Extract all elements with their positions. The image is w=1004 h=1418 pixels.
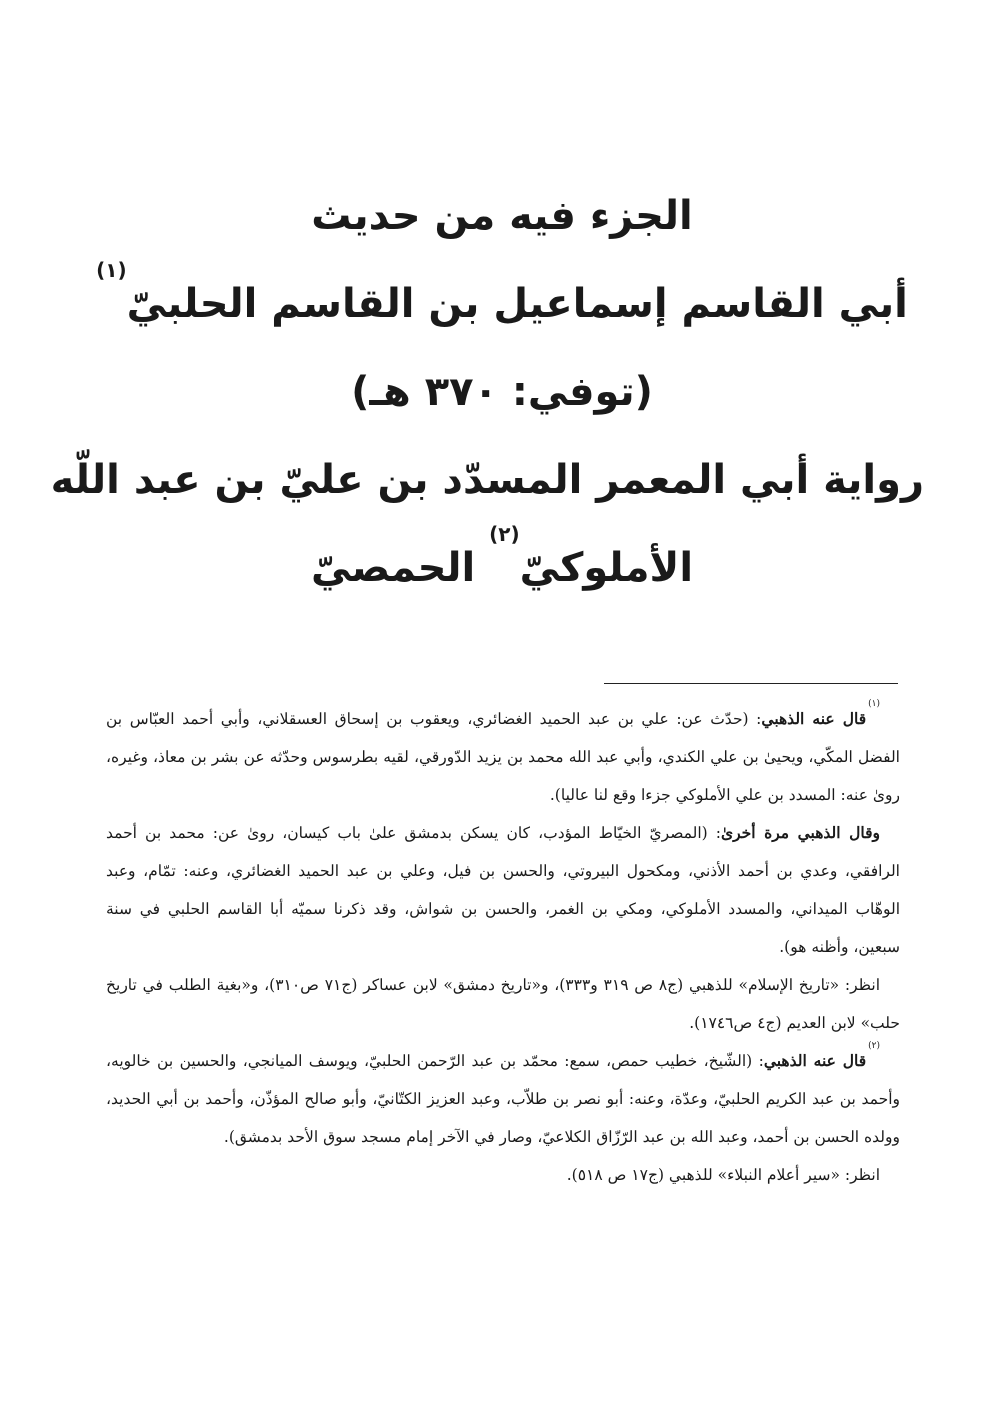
footnote-1-second-text: : (المصريّ الخيّاط المؤدب، كان يسكن بدمشق علىٰ باب كيسان، روىٰ عن: محمد بن أحمد الرافقي، وعدي بن أحمد الأذني، ومكحول البيروتي، والحسن بن فيل، وعلي بن عبد الحميد الغضائري، وعنه: تمّام، وعبد الوهّاب الميداني، والمسدد الأملوكي، ومكي بن الغمر، والحسن بن شواش، وقد ذكرنا سميّه أبا القاسم الحلبي في سنة سبعين، وأظنه هو). (106, 824, 900, 956)
footnote-1-paragraph-2 (106, 814, 900, 966)
footnote-2-paragraph-1 (106, 1042, 900, 1156)
title-line-5 (80, 524, 924, 612)
footnote-1-lead: قال عنه الذهبي (761, 709, 867, 728)
title-line-5-nisba: الحمصيّ (310, 545, 490, 591)
footnote-ref-1[interactable]: (١) (96, 258, 127, 282)
footnote-1-mark: (١) (868, 699, 880, 709)
footnote-1-paragraph-1 (106, 700, 900, 814)
title-line-2 (80, 260, 924, 348)
footnote-2-lead: قال عنه الذهبي (763, 1051, 867, 1070)
footnote-1-references: انظر: «تاريخ الإسلام» للذهبي (ج٨ ص ٣١٩ و٣٣٣)، و«تاريخ دمشق» لابن عساكر (ج٧١ ص٣١٠)، و«بغية الطلب في تاريخ حلب» لابن العديم (ج٤ ص١٧٤٦). (106, 976, 900, 1032)
footnote-ref-2[interactable]: (٢) (489, 522, 520, 546)
footnote-2-text: : (الشّيخ، خطيب حمص، سمع: محمّد بن عبد الرّحمن الحلبيّ، ويوسف الميانجي، والحسين بن خالويه، وأحمد بن عبد الكريم الحلبيّ، وعدّة، وعنه: أبو نصر بن طلاّب، وعبد العزيز الكتّانيّ، وأبو صالح المؤذّن، وأحمد بن أبي الحديد، وولده الحسن بن أحمد، وعبد الله بن عبد الرّزّاق الكلاعيّ، وصار في الآخر إمام مسجد سوق الأحد بدمشق). (106, 1052, 900, 1146)
title-line-4: رواية أبي المعمر المسدّد بن عليّ بن عبد اللّه (50, 457, 924, 503)
title-line-3: (توفي: ٣٧٠ هـ) (351, 369, 653, 415)
footnote-1-second-lead: وقال الذهبي مرة أخرىٰ (720, 823, 880, 842)
title-line-1: الجزء فيه من حديث (311, 193, 693, 239)
footnote-2-mark: (٢) (868, 1041, 880, 1051)
title-line-5-name: الأملوكيّ (519, 545, 694, 591)
footnote-1-text: : (حدّث عن: علي بن عبد الحميد الغضائري، ويعقوب بن إسحاق العسقلاني، وأبي أحمد العبّاس بن الفضل المكّي، ويحيىٰ بن علي الكندي، وأبي عبد الله محمد بن يزيد الدّورقي، لقيه بطرسوس وحدّثه عن بشر بن معاذ، وغيره، روىٰ عنه: المسدد بن علي الأملوكي جزءا وقع لنا عاليا). (106, 710, 900, 804)
title-line-2-text: أبي القاسم إسماعيل بن القاسم الحلبيّ (126, 281, 908, 327)
title-block (50, 172, 924, 612)
footnote-2-references: انظر: «سير أعلام النبلاء» للذهبي (ج١٧ ص ٥١٨). (566, 1166, 880, 1184)
footnote-separator (604, 683, 898, 684)
footnotes-section (106, 700, 900, 1194)
